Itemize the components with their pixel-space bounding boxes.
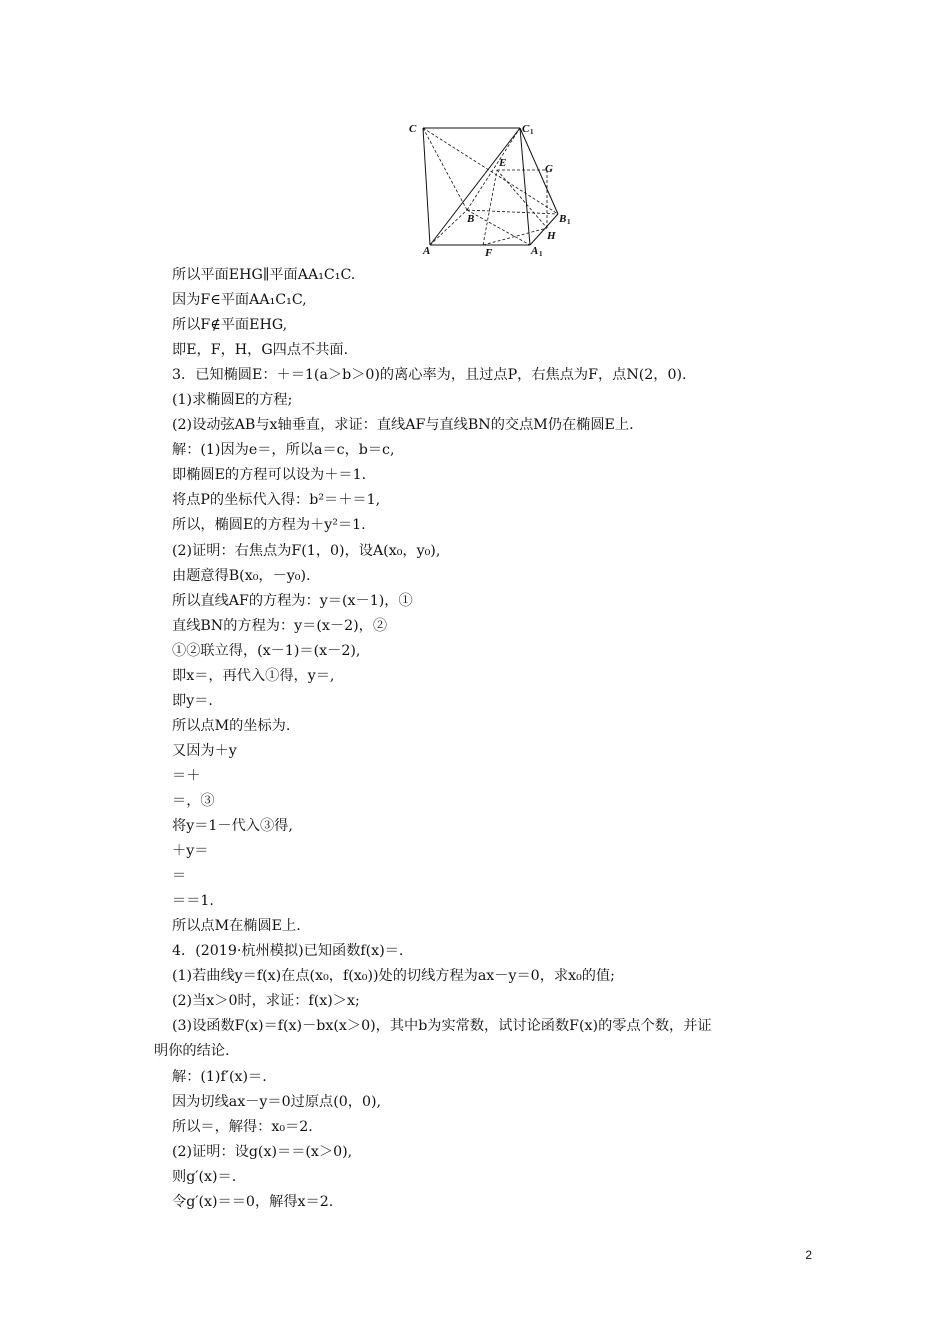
text-line: 所以直线AF的方程为：y＝(x－1)，①: [172, 592, 413, 609]
text-line: 将点P的坐标代入得：b²＝＋＝1,: [172, 492, 381, 509]
text-line: ①②联立得，(x－1)＝(x－2),: [172, 642, 361, 659]
text-line: 即y＝.: [172, 692, 213, 709]
text-line: 将y＝1－代入③得,: [172, 818, 293, 835]
text-line: 所以＝，解得：x₀＝2.: [172, 1118, 313, 1135]
text-line: (2)设动弦AB与x轴垂直，求证：直线AF与直线BN的交点M仍在椭圆E上.: [172, 417, 634, 434]
text-line: 解：(1)f′(x)＝.: [172, 1068, 267, 1085]
text-line: 令g′(x)＝＝0，解得x＝2.: [172, 1193, 334, 1210]
label-A: A: [423, 245, 431, 257]
text-line: ＝，③: [172, 792, 215, 809]
text-line: 由题意得B(x₀，－y₀).: [172, 567, 311, 584]
solution-text: [154, 263, 822, 1215]
text-line: ＝: [172, 868, 187, 885]
text-line: 即x＝，再代入①得，y＝,: [172, 667, 335, 684]
text-line: 解：(1)因为e＝，所以a＝c，b＝c,: [172, 442, 395, 459]
text-line: 所以点M的坐标为.: [172, 717, 291, 734]
text-line: ＋y＝: [172, 843, 209, 860]
text-line: (2)证明：设g(x)＝＝(x＞0),: [172, 1143, 353, 1160]
label-F: F: [485, 247, 493, 259]
text-line: (2)当x＞0时，求证：f(x)＞x;: [172, 993, 360, 1010]
label-C: C: [409, 123, 417, 135]
label-G: G: [545, 163, 553, 175]
label-A1: A: [531, 245, 539, 257]
text-line: 所以平面EHG∥平面AA₁C₁C.: [172, 267, 356, 283]
text-line: 4．(2019·杭州模拟)已知函数f(x)＝.: [172, 943, 404, 960]
text-line: 所以点M在椭圆E上.: [172, 918, 301, 935]
label-B1-sub: 1: [567, 218, 571, 226]
text-line: (3)设函数F(x)＝f(x)－bx(x＞0)，其中b为实常数，试讨论函数F(x)的零点个数，并证: [172, 1018, 712, 1035]
prism-diagram: [405, 118, 585, 260]
label-H: H: [547, 230, 556, 242]
text-line: 则g′(x)＝.: [172, 1168, 237, 1185]
label-B: B: [467, 213, 475, 225]
text-line: 明你的结论.: [154, 1043, 230, 1060]
label-C1-sub: 1: [530, 128, 534, 136]
text-line: 所以F∉平面EHG,: [172, 317, 288, 334]
geometry-figure: [405, 118, 585, 260]
label-E: E: [499, 157, 507, 169]
text-line: 即E，F，H，G四点不共面.: [172, 342, 349, 359]
text-line: (2)证明：右焦点为F(1，0)，设A(x₀，y₀),: [172, 542, 441, 559]
text-line: 3．已知椭圆E：＋＝1(a＞b＞0)的离心率为，且过点P，右焦点为F，点N(2，0).: [172, 367, 687, 384]
text-line: 即椭圆E的方程可以设为＋＝1.: [172, 467, 367, 484]
label-B1: B: [559, 213, 567, 225]
text-line: (1)求椭圆E的方程;: [172, 392, 293, 409]
label-C1: C: [522, 123, 530, 135]
text-line: 直线BN的方程为：y＝(x－2)，②: [172, 617, 388, 634]
text-line: 又因为＋y: [172, 742, 237, 759]
text-line: ＝＝1.: [172, 893, 214, 910]
label-A1-sub: 1: [539, 250, 543, 258]
text-line: 因为F∈平面AA₁C₁C,: [172, 292, 307, 309]
text-line: ＝＋: [172, 767, 201, 784]
text-line: 因为切线ax－y＝0过原点(0，0),: [172, 1093, 382, 1110]
text-line: (1)若曲线y＝f(x)在点(x₀，f(x₀))处的切线方程为ax－y＝0，求x₀的值;: [172, 968, 615, 985]
page-number: 2: [805, 1248, 812, 1262]
text-line: 所以，椭圆E的方程为＋y²＝1.: [172, 517, 366, 534]
